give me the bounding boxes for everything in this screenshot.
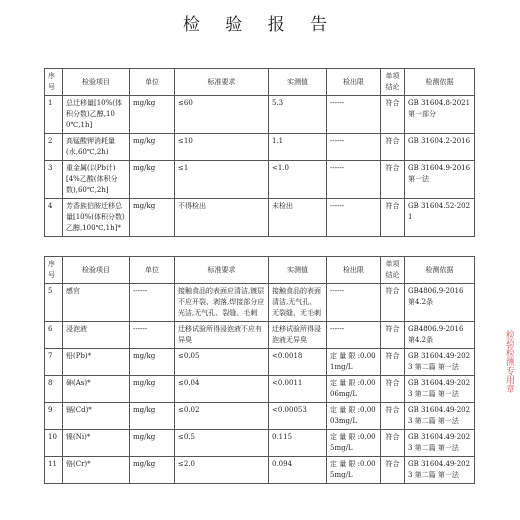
row-basis: GB 31604.52-2021 xyxy=(405,199,475,237)
row-conclusion: 符合 xyxy=(381,134,405,161)
row-detection-limit: 定 量 限 :0.005mg/L xyxy=(327,457,381,484)
row-conclusion: 符合 xyxy=(381,199,405,237)
row-number: 7 xyxy=(45,349,63,376)
col-header-requirement: 标准要求 xyxy=(175,257,269,284)
row-basis: GB 31604.9-2016 第一法 xyxy=(405,161,475,199)
row-requirement: ≤2.0 xyxy=(175,457,269,484)
row-unit: mg/kg xyxy=(130,349,175,376)
table-2-body xyxy=(45,284,475,484)
row-requirement: ≤60 xyxy=(175,96,269,134)
row-basis: GB 31604.49-2023 第二篇 第一法 xyxy=(405,376,475,403)
row-item: 浸泡液 xyxy=(63,322,130,349)
row-conclusion: 符合 xyxy=(381,161,405,199)
row-item: 总迁移量[10%(体积分数)乙醇,100℃,1h] xyxy=(63,96,130,134)
row-unit: ------ xyxy=(130,322,175,349)
table-row xyxy=(45,161,475,199)
row-requirement: ≤0.5 xyxy=(175,430,269,457)
table-row xyxy=(45,403,475,430)
col-header-no: 序号 xyxy=(45,69,63,96)
row-item: 感官 xyxy=(63,284,130,322)
row-item: 铅(Pb)* xyxy=(63,349,130,376)
row-measured: <0.0011 xyxy=(269,376,327,403)
row-measured: 迁移试验所得浸泡液无异臭 xyxy=(269,322,327,349)
row-item: 高锰酸钾消耗量(水,60℃,2h) xyxy=(63,134,130,161)
col-header-item: 检验项目 xyxy=(63,257,130,284)
row-item: 镍(Ni)* xyxy=(63,430,130,457)
row-measured: 0.094 xyxy=(269,457,327,484)
row-requirement: ≤0.05 xyxy=(175,349,269,376)
col-header-conclusion: 单项结论 xyxy=(381,257,405,284)
row-detection-limit: ------ xyxy=(327,284,381,322)
table-row xyxy=(45,199,475,237)
row-conclusion: 符合 xyxy=(381,457,405,484)
row-measured: 0.115 xyxy=(269,430,327,457)
row-basis: GB4806.9-2016 第4.2条 xyxy=(405,284,475,322)
row-unit: mg/kg xyxy=(130,134,175,161)
row-number: 6 xyxy=(45,322,63,349)
row-number: 9 xyxy=(45,403,63,430)
row-measured: <0.0018 xyxy=(269,349,327,376)
row-detection-limit: 定 量 限 :0.005mg/L xyxy=(327,430,381,457)
col-header-basis: 检测依据 xyxy=(405,257,475,284)
row-basis: GB 31604.8-2021 第一部分 xyxy=(405,96,475,134)
row-unit: mg/kg xyxy=(130,161,175,199)
row-conclusion: 符合 xyxy=(381,284,405,322)
row-detection-limit: 定 量 限 :0.0003mg/L xyxy=(327,403,381,430)
row-number: 2 xyxy=(45,134,63,161)
results-table-1 xyxy=(44,68,475,237)
row-number: 4 xyxy=(45,199,63,237)
col-header-item: 检验项目 xyxy=(63,69,130,96)
row-measured: 1.1 xyxy=(269,134,327,161)
row-basis: GB4806.9-2016 第4.2条 xyxy=(405,322,475,349)
row-measured: <1.0 xyxy=(269,161,327,199)
row-detection-limit: ------ xyxy=(327,96,381,134)
table-row xyxy=(45,134,475,161)
row-measured: 5.3 xyxy=(269,96,327,134)
row-basis: GB 31604.2-2016 xyxy=(405,134,475,161)
table-row xyxy=(45,430,475,457)
table-row xyxy=(45,96,475,134)
row-number: 10 xyxy=(45,430,63,457)
report-title: 检 验 报 告 xyxy=(182,15,338,35)
row-item: 镉(Cd)* xyxy=(63,403,130,430)
row-conclusion: 符合 xyxy=(381,96,405,134)
col-header-unit: 单位 xyxy=(130,257,175,284)
row-unit: mg/kg xyxy=(130,376,175,403)
col-header-measured: 实测值 xyxy=(269,69,327,96)
row-conclusion: 符合 xyxy=(381,349,405,376)
row-number: 1 xyxy=(45,96,63,134)
row-item: 铬(Cr)* xyxy=(63,457,130,484)
table-header-row xyxy=(45,69,475,96)
row-detection-limit: 定 量 限 :0.0006mg/L xyxy=(327,376,381,403)
row-detection-limit: 定 量 限 :0.001mg/L xyxy=(327,349,381,376)
row-requirement: ≤0.02 xyxy=(175,403,269,430)
row-item: 砷(As)* xyxy=(63,376,130,403)
row-conclusion: 符合 xyxy=(381,430,405,457)
row-item: 芳香族伯胺迁移总量[10%(体积分数)乙醇,100℃,1h]* xyxy=(63,199,130,237)
row-unit: mg/kg xyxy=(130,457,175,484)
row-basis: GB 31604.49-2023 第二篇 第一法 xyxy=(405,403,475,430)
row-unit: mg/kg xyxy=(130,403,175,430)
table-row xyxy=(45,322,475,349)
row-basis: GB 31604.49-2023 第二篇 第一法 xyxy=(405,349,475,376)
row-requirement: ≤10 xyxy=(175,134,269,161)
col-header-no: 序号 xyxy=(45,257,63,284)
row-unit: mg/kg xyxy=(130,199,175,237)
row-measured: 接触食品的表面清洁,无气孔、无裂缝、无毛刺 xyxy=(269,284,327,322)
col-header-basis: 检测依据 xyxy=(405,69,475,96)
table-row xyxy=(45,376,475,403)
row-detection-limit: ------ xyxy=(327,322,381,349)
col-header-detection-limit: 检出限 xyxy=(327,257,381,284)
row-unit: mg/kg xyxy=(130,430,175,457)
row-number: 5 xyxy=(45,284,63,322)
row-measured: <0.00053 xyxy=(269,403,327,430)
row-unit: ------ xyxy=(130,284,175,322)
row-measured: 未检出 xyxy=(269,199,327,237)
table-header-row xyxy=(45,257,475,284)
row-detection-limit: ------ xyxy=(327,134,381,161)
row-number: 11 xyxy=(45,457,63,484)
row-unit: mg/kg xyxy=(130,96,175,134)
row-detection-limit: ------ xyxy=(327,199,381,237)
row-basis: GB 31604.49-2023 第二篇 第一法 xyxy=(405,430,475,457)
row-conclusion: 符合 xyxy=(381,322,405,349)
col-header-conclusion: 单项结论 xyxy=(381,69,405,96)
row-basis: GB 31604.49-2023 第二篇 第一法 xyxy=(405,457,475,484)
row-detection-limit: ------ xyxy=(327,161,381,199)
row-requirement: ≤0.04 xyxy=(175,376,269,403)
table-row xyxy=(45,284,475,322)
row-item: 重金属(以Pb计)[4%乙酸(体积分数),60℃,2h] xyxy=(63,161,130,199)
row-conclusion: 符合 xyxy=(381,376,405,403)
row-requirement: 接触食品的表面应清洁,镀层不应开裂、剥落,焊接部分应光洁,无气孔、裂缝、毛刺 xyxy=(175,284,269,322)
row-number: 3 xyxy=(45,161,63,199)
row-conclusion: 符合 xyxy=(381,403,405,430)
row-requirement: 不得检出 xyxy=(175,199,269,237)
table-row xyxy=(45,349,475,376)
col-header-requirement: 标准要求 xyxy=(175,69,269,96)
seal-stamp-edge: 检验检测专用章 xyxy=(504,330,514,393)
col-header-detection-limit: 检出限 xyxy=(327,69,381,96)
table-row xyxy=(45,457,475,484)
table-1-body xyxy=(45,96,475,237)
col-header-unit: 单位 xyxy=(130,69,175,96)
row-number: 8 xyxy=(45,376,63,403)
row-requirement: ≤1 xyxy=(175,161,269,199)
results-table-2 xyxy=(44,256,475,484)
col-header-measured: 实测值 xyxy=(269,257,327,284)
row-requirement: 迁移试验所得浸泡液不应有异臭 xyxy=(175,322,269,349)
